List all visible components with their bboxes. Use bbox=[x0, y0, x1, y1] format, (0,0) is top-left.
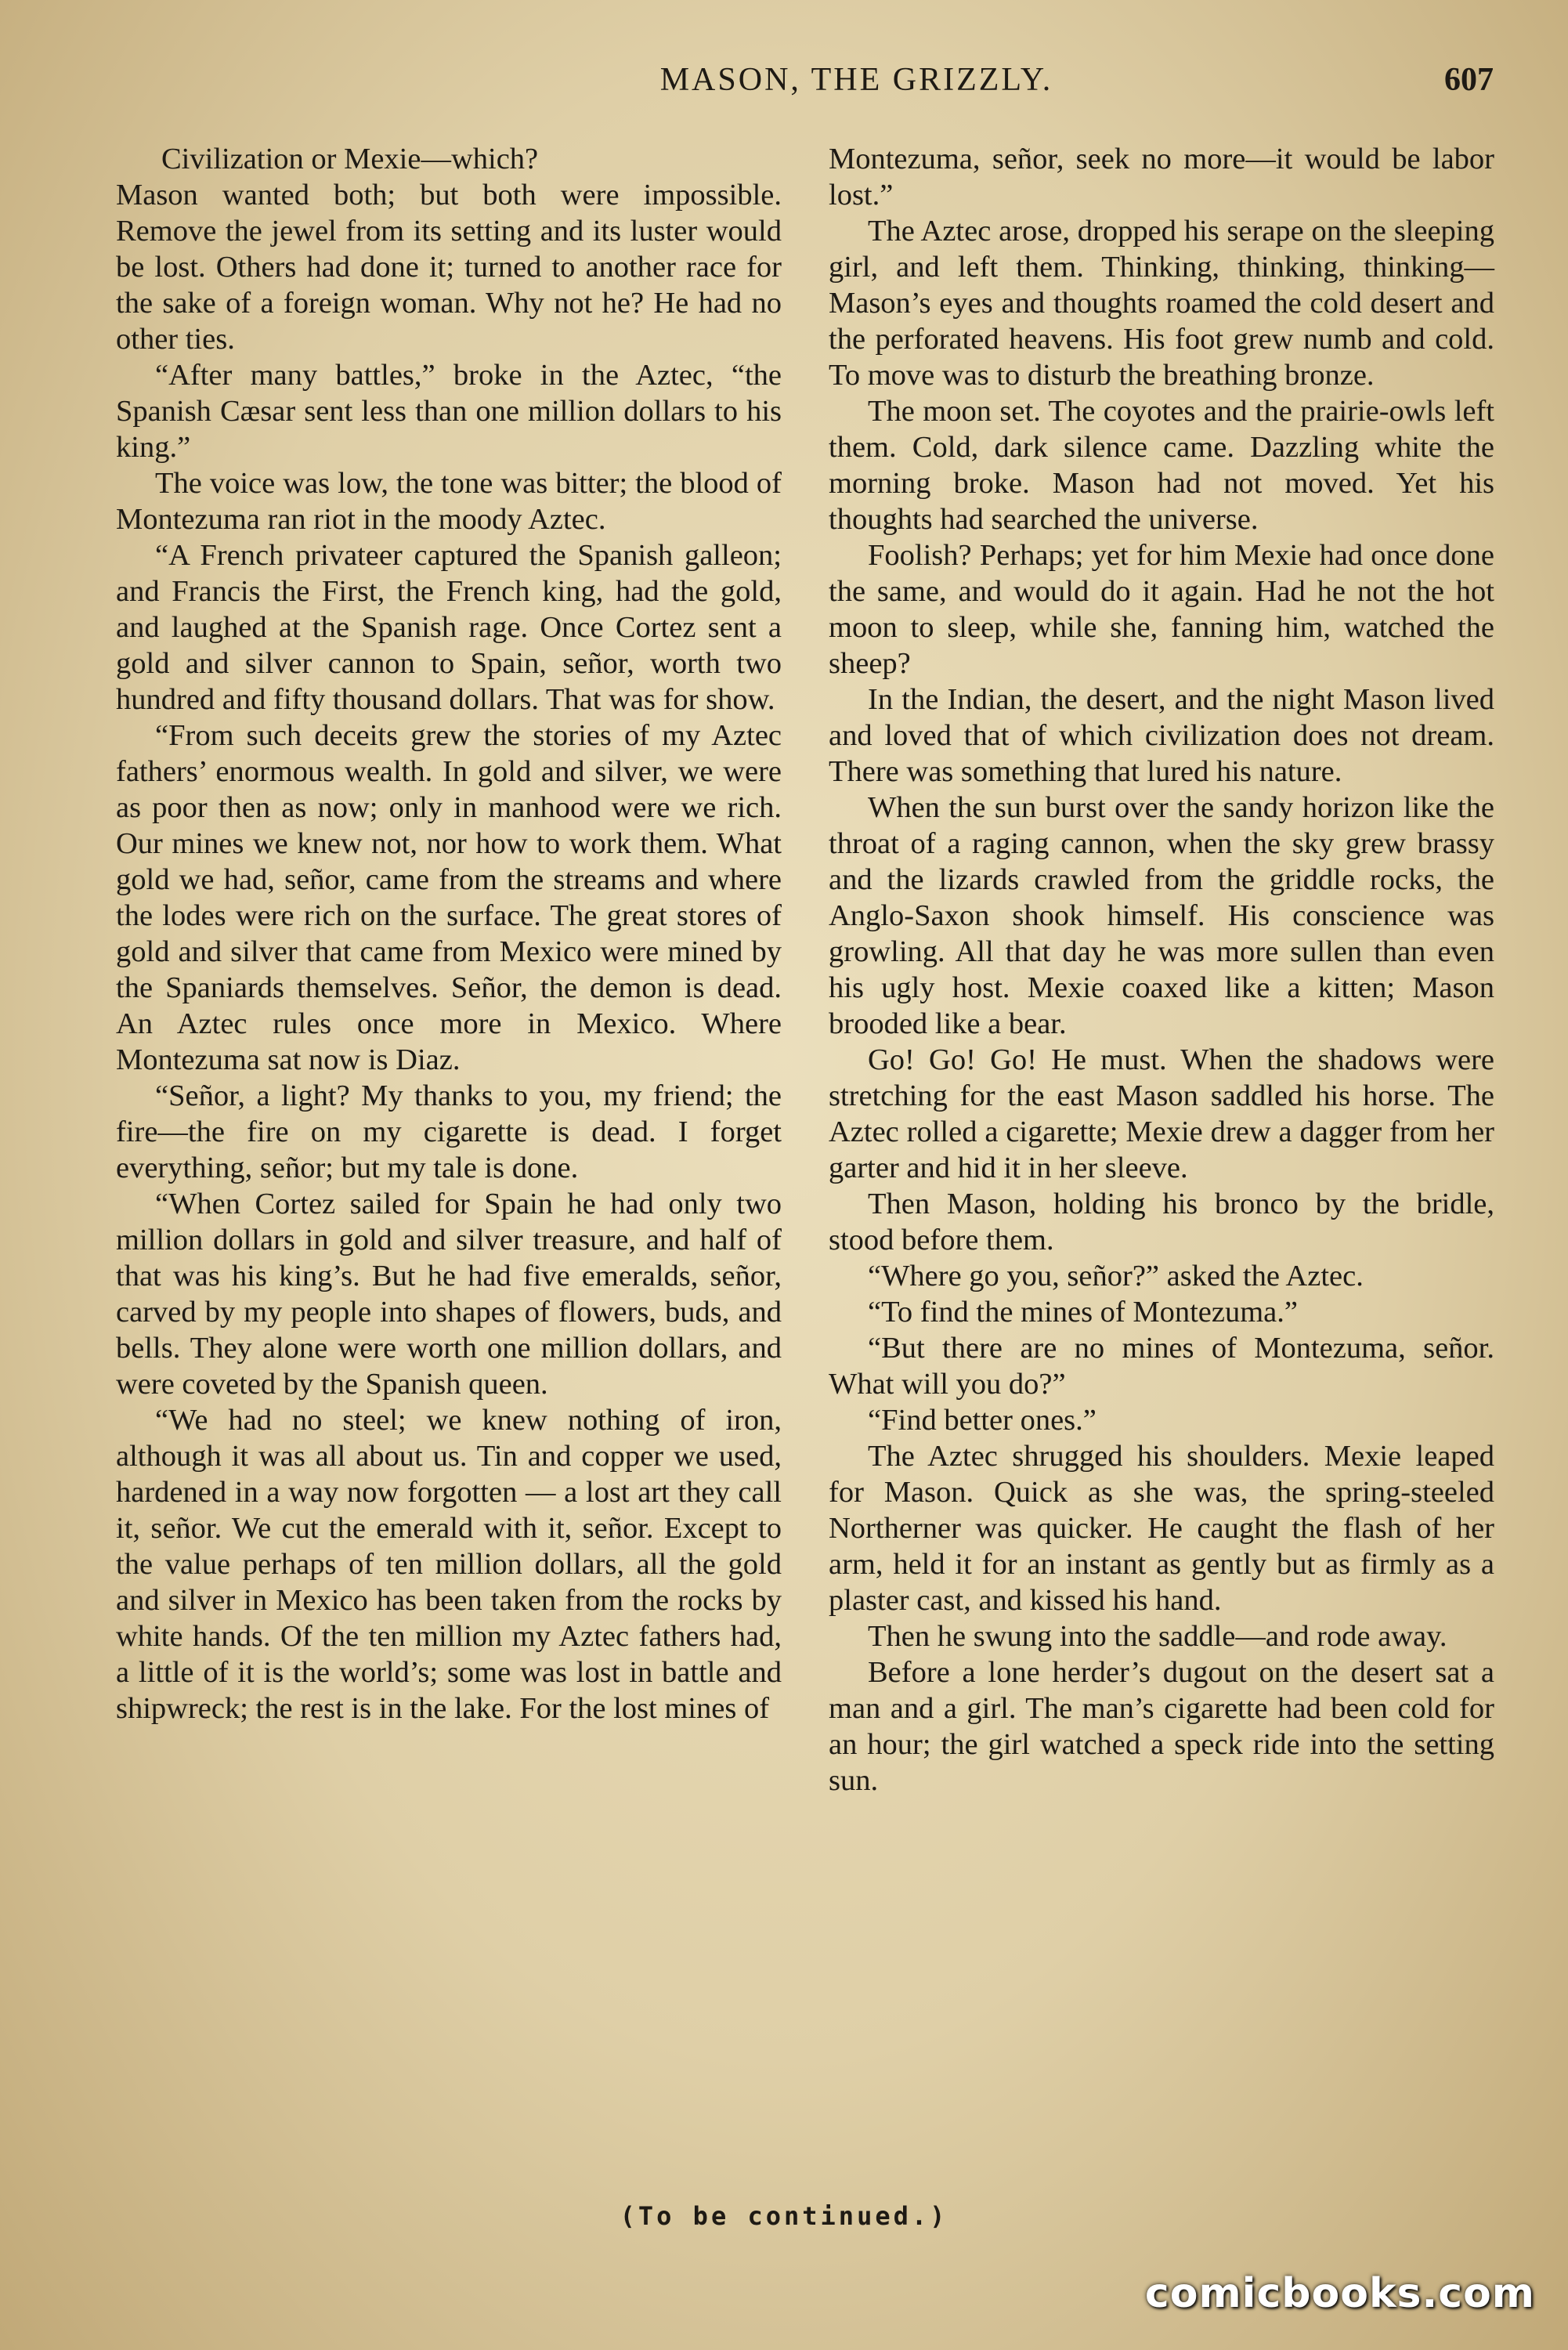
paragraph: “From such deceits grew the stories of my Aztec fathers’ enormous wealth. In gold and silver, we were as poor then as now; only in manhood were we rich. Our mines we knew not, nor how to work them. What gold we had, señor, came from the streams and where the lodes were rich on the surface. The great stores of gold and silver that came from Mexico were mined by the Spaniards themselves. Señor, the demon is dead. An Aztec rules once more in Mexico. Where Montezuma sat now is Diaz. bbox=[116, 719, 782, 1076]
paragraph: “After many battles,” broke in the Aztec, “the Spanish Cæsar sent less than one million dollars to his king.” bbox=[116, 359, 782, 464]
paragraph: “But there are no mines of Montezuma, señor. What will you do?” bbox=[829, 1332, 1494, 1401]
right-text-column bbox=[829, 141, 1494, 1799]
paragraph: The voice was low, the tone was bitter; the blood of Montezuma ran riot in the moody Aztec. bbox=[116, 467, 782, 536]
left-text-column bbox=[116, 141, 782, 1726]
paragraph: Montezuma, señor, seek no more—it would be labor lost.” bbox=[829, 143, 1494, 212]
paragraph: “Señor, a light? My thanks to you, my friend; the fire—the fire on my cigarette is dead. I forget everything, señor; but my tale is done. bbox=[116, 1079, 782, 1184]
paragraph: Then he swung into the saddle—and rode away. bbox=[868, 1620, 1447, 1653]
paragraph: Then Mason, holding his bronco by the bridle, stood before them. bbox=[829, 1188, 1494, 1256]
paragraph: When the sun burst over the sandy horizon like the throat of a raging cannon, when the sky grew brassy and the lizards crawled from the griddle rocks, the Anglo-Saxon shook himself. His conscience was growling. All that day he was more sullen than even his ugly host. Mexie coaxed like a kitten; Mason brooded like a bear. bbox=[829, 791, 1494, 1040]
paragraph: “We had no steel; we knew nothing of iron, although it was all about us. Tin and copper we used, hardened in a way now forgotten — a lost art they call it, señor. We cut the emerald with it, señor. Except to the value perhaps of ten million dollars, all the gold and silver in Mexico has been taken from the rocks by white hands. Of the ten million my Aztec fathers had, a little of it is the world’s; some was lost in battle and shipwreck; the rest is in the lake. For the lost mines of bbox=[116, 1404, 782, 1725]
paragraph: Civilization or Mexie—which? bbox=[161, 143, 539, 175]
paragraph: Mason wanted both; but both were impossible. Remove the jewel from its setting and its luster would be lost. Others had done it; turned to another race for the sake of a foreign woman. Why not he? He had no other ties. bbox=[116, 179, 782, 356]
page-header bbox=[110, 61, 1494, 108]
paragraph: In the Indian, the desert, and the night Mason lived and loved that of which civilization does not dream. There was something that lured his nature. bbox=[829, 683, 1494, 788]
continued-notice: (To be continued.) bbox=[620, 2201, 948, 2231]
paragraph: “To find the mines of Montezuma.” bbox=[868, 1296, 1298, 1329]
paragraph: “When Cortez sailed for Spain he had only two million dollars in gold and silver treasure, and half of that was his king’s. But he had five emeralds, señor, carved by my people into shapes of flowers, buds, and bells. They alone were worth one million dollars, and were coveted by the Spanish queen. bbox=[116, 1188, 782, 1401]
paragraph: “Where go you, señor?” asked the Aztec. bbox=[868, 1260, 1364, 1292]
paragraph: Before a lone herder’s dugout on the desert sat a man and a girl. The man’s cigarette had been cold for an hour; the girl watched a speck ride into the setting sun. bbox=[829, 1656, 1494, 1797]
site-watermark: comicbooks.com bbox=[1144, 2270, 1535, 2317]
running-title: MASON, THE GRIZZLY. bbox=[659, 62, 1053, 98]
paragraph: The Aztec arose, dropped his serape on the sleeping girl, and left them. Thinking, thinking, thinking—Mason’s eyes and thoughts roamed the cold desert and the perforated heavens. His foot grew numb and cold. To move was to disturb the breathing bronze. bbox=[829, 215, 1494, 392]
paragraph: The Aztec shrugged his shoulders. Mexie leaped for Mason. Quick as she was, the spring-steeled Northerner was quicker. He caught the flash of her arm, held it for an instant as gently but as firmly as a plaster cast, and kissed his hand. bbox=[829, 1440, 1494, 1617]
paragraph: “A French privateer captured the Spanish galleon; and Francis the First, the French king, had the gold, and laughed at the Spanish rage. Once Cortez sent a gold and silver cannon to Spain, señor, worth two hundred and fifty thousand dollars. That was for show. bbox=[116, 539, 782, 716]
paragraph: “Find better ones.” bbox=[868, 1404, 1097, 1437]
page-number: 607 bbox=[1444, 62, 1494, 98]
paragraph: Foolish? Perhaps; yet for him Mexie had once done the same, and would do it again. Had he not the hot moon to sleep, while she, fanning him, watched the sheep? bbox=[829, 539, 1494, 680]
paragraph: Go! Go! Go! He must. When the shadows were stretching for the east Mason saddled his horse. The Aztec rolled a cigarette; Mexie drew a dagger from her garter and hid it in her sleeve. bbox=[829, 1043, 1494, 1184]
paragraph: The moon set. The coyotes and the prairie-owls left them. Cold, dark silence came. Dazzling white the morning broke. Mason had not moved. Yet his thoughts had searched the universe. bbox=[829, 395, 1494, 536]
